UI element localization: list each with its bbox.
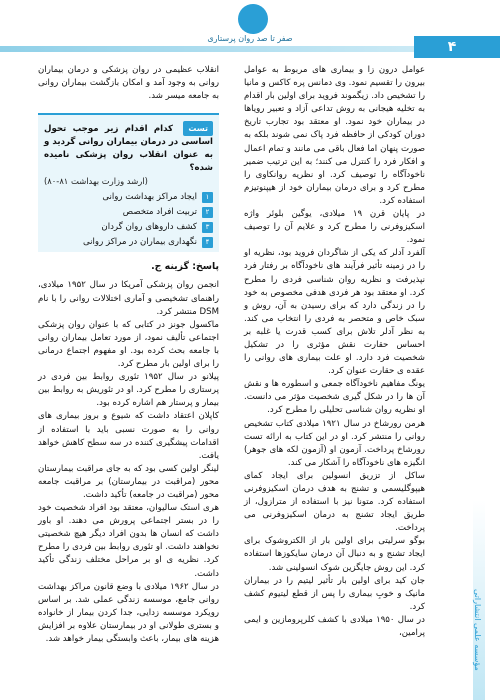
option-4 [44, 236, 213, 248]
paragraph: آلفرد آدلر که یکی از شاگردان فروید بود، نظریه او را در زمینه تأثیر فرآیند های ناخودآگاه بر رفتار فرد نپذیرفت و نظریه روان شناسی فردی را مطرح کرد. او معتقد بود هر فردی هدفی مخصوص به خود را در زندگی دارد که برای رسیدن به آن، روش و سبک خاص و متحصر به فردی را انتخاب می کند. به نظر آدلر تلاش برای کسب قدرت یا غلبه بر احساس حقارت نقش مؤثری را در تشکیل شخصیت فرد دارد. او علت بیماری های روانی را عقده ی حقارت عنوان کرد. [244, 248, 425, 377]
option-number-icon: ۴ [202, 237, 213, 248]
answer-line: پاسخ: گزینه ج. [151, 261, 219, 273]
paragraph: ساکل از تزریق انسولین برای ایجاد کمای هیپوگلیسمی و تشنج به هدف درمان اسکیزوفرنی استفاده کرد. متونا نیز با استفاده از مترازول، از طریق ایجاد تشنج به درمان اسکیزوفرنی می پرداخت. [244, 470, 425, 534]
option-text: نگهداری بیماران در مراکز روانی [82, 237, 197, 248]
test-question-box [38, 113, 219, 252]
paragraph: پیلانو در سال ۱۹۵۲ تئوری روابط بین فردی در پرستاری را مطرح کرد. او در تئوریش به روابط بین بیمار و پرستار هم اشاره کرده بود. [38, 372, 219, 409]
option-text: ایجاد مراکز بهداشت روانی [102, 192, 197, 203]
option-1 [44, 191, 213, 203]
page-number: ۴ [447, 39, 457, 55]
option-text: تربیت افراد متخصص [122, 207, 197, 218]
paragraph: کاپلان اعتقاد داشت که شیوع و بروز بیماری های روانی را به صورت نسبی باید با استفاده از اقدامات پیشگیری کننده در سه سطح کاهش خواهد یافت. [38, 411, 219, 461]
option-3 [44, 221, 213, 233]
paragraph: در سال ۱۹۶۲ میلادی با وضع قانون مراکز بهداشت روانی جامع، موسسه زندگی عملی شد. بر اساس رویکرد موسسه زدایی، جدا کردن بیمار از خانواده و بستری طولانی او در بیمارستان علاوه بر افزایش هزینه های بیمار، باعث وابستگی بیمار خواهد شد. [38, 581, 219, 644]
option-text: کشف داروهای روان گردان [101, 222, 197, 233]
paragraph: هرمن رورشاخ در سال ۱۹۲۱ میلادی کتاب تشخیص روانی را منتشر کرد. او در این کتاب به ارائه تست رورشاخ پرداخت. آزمون او (آزمون لکه های جوهر) انگیزه های ناخودآگاه را آشکار می کند. [244, 418, 425, 468]
paragraph: بوگو سرلیتی برای اولین بار از الکتروشوک برای ایجاد تشنج و به دنبال آن درمان سایکوزها استفاده کرد. این روش جایگزین شوک انسولینی شد. [244, 536, 425, 573]
option-2 [44, 206, 213, 218]
option-number-icon: ۳ [202, 222, 213, 233]
question-text: کدام اقدام زیر موجب تحول اساسی در درمان بیماران روانی گردید و به عنوان انقلاب روان پزشکی نامیده شده؟ [44, 124, 213, 174]
question-source: (ارشد وزارت بهداشت ۸۱-۸۰) [44, 176, 148, 187]
paragraph: در پایان قرن ۱۹ میلادی، یوگین بلوئر واژه اسکیزوفرنی را مطرح کرد و علایم آن را توصیف نمود. [244, 209, 425, 246]
logo-icon [238, 4, 268, 34]
paragraph: یونگ مفاهیم ناخودآگاه جمعی و اسطوره ها و نقش آن ها را در شکل گیری شخصیت مؤثر می دانست. او نظریه روان شناسی تحلیلی را مطرح کرد. [244, 379, 425, 416]
logo-title: صفر تا صد روان پرستاری [207, 34, 293, 43]
option-number-icon: ۱ [202, 192, 213, 203]
paragraph: هری استک سالیوان، معتقد بود افراد شخصیت خود را در بستر اجتماعی پرورش می دهند. او باور داشت که انسان ها بدون افراد دیگر هیچ شخصیتی نخواهند داشت. او تئوری روابط بین فردی را مطرح کرد. نظریه ی او بر مراحل مختلف زندگی تأکید داشت. [38, 503, 219, 579]
paragraph: عوامل درون زا و بیماری های مربوط به عوامل بیرون را تقسیم نمود. وی دمانس پره کاکس و مانیا را تشخیص داد. زیگموند فروید برای اولین بار اقدام به تخلیه هیجانی به روش تداعی آزاد و تعبیر رویاها در بیماران خود نمود. او معتقد بود تجارب تاریخ دوران کودکی از حافظه فرد پاک نمی شوند بلکه به صورت پنهان اما فعال باقی می مانند و تمام اعمال و افکار فرد را کنترل می کنند؛ به این ترتیب ضمیر ناخودآگاه را توصیف کرد. او نظریه روانکاوی را مطرح کرد و برای درمان بیماران خود از هیپنوتیزم استفاده کرد. [244, 65, 425, 206]
page-header [0, 0, 500, 64]
paragraph: در سال ۱۹۵۰ میلادی با کشف کلرپرومازین و ایمی پرامین، [244, 614, 425, 639]
paragraph: ماکسول جونز در کتابی که با عنوان روان پزشکی اجتماعی تألیف نمود، از مورد تعامل بیماران روانی با جامعه بحث کرده بود. او مفهوم اجتماع درمانی را برای اولین بار مطرح کرد. [38, 319, 219, 370]
publisher-side-label: مؤسسه علمی انتشاراتی [473, 589, 482, 671]
test-label: تست [183, 121, 213, 136]
left-column [38, 64, 219, 694]
book-logo [200, 4, 300, 42]
paragraph: جان کید برای اولین بار تأثیر لیتیم را در بیماران مانیک و خوبِ بیماری را پس از قطع لیتیوم کشف کرد. [244, 575, 425, 612]
intro-paragraph: انقلاب عظیمی در روان پزشکی و درمان بیماران روانی به وجود آمد و امکان بازگشت بیماران روانی به جامعه میسر شد. [38, 65, 219, 102]
paragraph: انجمن روان پزشکی آمریکا در سال ۱۹۵۲ میلادی، راهنمای تشخیصی و آماری اختلالات روانی را با نام DSM منتشر کرد. [38, 280, 219, 317]
option-number-icon: ۲ [202, 207, 213, 218]
question-text-block [44, 121, 213, 175]
right-column [244, 64, 425, 694]
paragraph: لینگر اولین کسی بود که به جای مراقبت بیمارستان محور (مراقبت در بیمارستان) بر مراقبت جامعه محور (مراقبت در جامعه) تأکید داشت. [38, 463, 219, 500]
